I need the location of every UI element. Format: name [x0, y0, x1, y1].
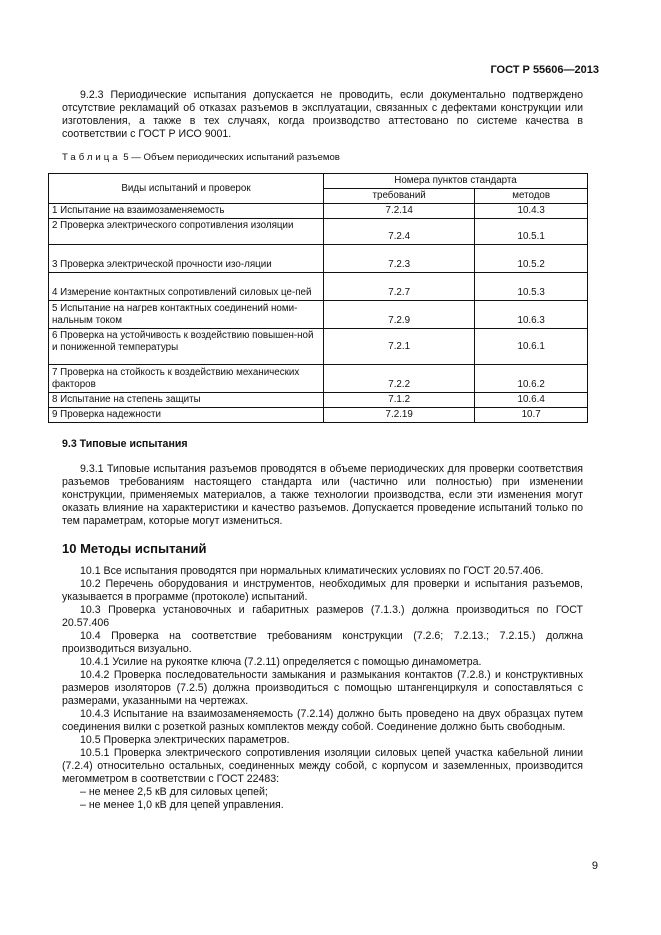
paragraph-10-1: 10.1 Все испытания проводятся при нормальных климатических условиях по ГОСТ 20.57.406.: [80, 565, 544, 577]
requirement-ref: 7.2.3: [324, 245, 475, 273]
test-name: 3 Проверка электрической прочности изо-ляции: [49, 245, 324, 273]
table-row: [49, 393, 588, 408]
test-name: 2 Проверка электрического сопротивления изоляции: [49, 219, 324, 245]
table-row: [49, 301, 588, 329]
requirement-ref: 7.2.4: [324, 219, 475, 245]
method-ref: 10.5.1: [475, 219, 588, 245]
paragraph-10-5: 10.5 Проверка электрических параметров.: [80, 734, 290, 746]
header-standard-items: Номера пунктов стандарта: [324, 174, 588, 189]
requirement-ref: 7.2.1: [324, 329, 475, 365]
test-name: 8 Испытание на степень защиты: [49, 393, 324, 408]
table-caption-label: Таблица: [62, 152, 121, 163]
requirement-ref: 7.2.19: [324, 408, 475, 423]
paragraph-9-2-3: 9.2.3 Периодические испытания допускается не проводить, если документально подтверждено отсутствие рекламаций об отказах разъемов в эксплуатации, связанных с дефектами конструкции или изготовления, а также в тех случаях, когда производство аттестовано по системе качества в соответствии с ГОСТ Р ИСО 9001.: [62, 89, 583, 140]
paragraph-10-2: 10.2 Перечень оборудования и инструментов, необходимых для проверки и испытания разъемов, указывается в программе (протоколе) испытаний.: [62, 578, 583, 603]
method-ref: 10.6.3: [475, 301, 588, 329]
page-number: 9: [591, 860, 598, 872]
header-requirements: требований: [324, 189, 475, 204]
table-row: [49, 219, 588, 245]
requirement-ref: 7.2.2: [324, 365, 475, 393]
requirement-ref: 7.2.14: [324, 204, 475, 219]
table-caption: [62, 151, 583, 164]
table-row: [49, 329, 588, 365]
requirement-ref: 7.2.9: [324, 301, 475, 329]
table-row: [49, 365, 588, 393]
paragraph-10-4-1: 10.4.1 Усилие на рукоятке ключа (7.2.11) определяется с помощью динамометра.: [80, 656, 482, 668]
paragraph-10-4-2: 10.4.2 Проверка последовательности замыкания и размыкания контактов (7.2.8.) и конструктивных размеров изоляторов (7.2.5) должна производиться с помощью штангенциркуля и сопоставляться с размерами, указанными на чертежах.: [62, 669, 583, 707]
method-ref: 10.6.4: [475, 393, 588, 408]
paragraph-9-3-1: 9.3.1 Типовые испытания разъемов проводятся в объеме периодических для проверки соответствия разъемов требованиям настоящего стандарта или (частично или полностью) при изменении конструкции, применяемых материалов, а также технологии производства, если эти изменения могут оказать влияние на характеристики и качество разъемов. Допускается проведение испытаний только по тем параметрам, которые могут измениться.: [62, 463, 583, 527]
list-item: – не менее 2,5 кВ для силовых цепей;: [80, 786, 268, 798]
document-code: ГОСТ Р 55606—2013: [490, 64, 599, 76]
table-row: [49, 204, 588, 219]
periodic-tests-table: [48, 173, 588, 423]
test-name: 7 Проверка на стойкость к воздействию механических факторов: [49, 365, 324, 393]
list-item: – не менее 1,0 кВ для цепей управления.: [80, 799, 284, 811]
requirement-ref: 7.2.7: [324, 273, 475, 301]
method-ref: 10.7: [475, 408, 588, 423]
test-name: 9 Проверка надежности: [49, 408, 324, 423]
section-heading-10: 10 Методы испытаний: [62, 541, 207, 556]
paragraph-10-4: 10.4 Проверка на соответствие требованиям конструкции (7.2.6; 7.2.13.; 7.2.15.) должна производиться визуально.: [62, 630, 583, 655]
test-name: 1 Испытание на взаимозаменяемость: [49, 204, 324, 219]
paragraph-10-3: 10.3 Проверка установочных и габаритных размеров (7.1.3.) должна производиться по ГОСТ 20.57.406: [62, 604, 583, 629]
requirement-ref: 7.1.2: [324, 393, 475, 408]
paragraph-10-5-1: 10.5.1 Проверка электрического сопротивления изоляции силовых цепей участка кабельной линии (7.2.4) относительно остальных, соединенных между собой, с корпусом и заземленных, производится мегомметром в соответствии с ГОСТ 22483:: [62, 747, 583, 785]
table-caption-text: 5 — Объем периодических испытаний разъемов: [120, 152, 340, 163]
table-row: [49, 408, 588, 423]
method-ref: 10.4.3: [475, 204, 588, 219]
header-methods: методов: [475, 189, 588, 204]
method-ref: 10.6.2: [475, 365, 588, 393]
method-ref: 10.5.3: [475, 273, 588, 301]
subsection-heading-9-3: 9.3 Типовые испытания: [62, 438, 188, 450]
page-content: [52, 89, 583, 812]
test-name: 4 Измерение контактных сопротивлений силовых це-пей: [49, 273, 324, 301]
test-name: 6 Проверка на устойчивость к воздействию повышен-ной и пониженной температуры: [49, 329, 324, 365]
paragraph-10-4-3: 10.4.3 Испытание на взаимозаменяемость (7.2.14) должно быть проведено на двух образцах путем соединения вилки с розеткой разных комплектов между собой. Соединение должно быть свободным.: [62, 708, 583, 733]
table-row: [49, 245, 588, 273]
header-test-kind: Виды испытаний и проверок: [49, 174, 324, 204]
test-name: 5 Испытание на нагрев контактных соединений номи-нальным током: [49, 301, 324, 329]
method-ref: 10.5.2: [475, 245, 588, 273]
table-row: [49, 273, 588, 301]
method-ref: 10.6.1: [475, 329, 588, 365]
